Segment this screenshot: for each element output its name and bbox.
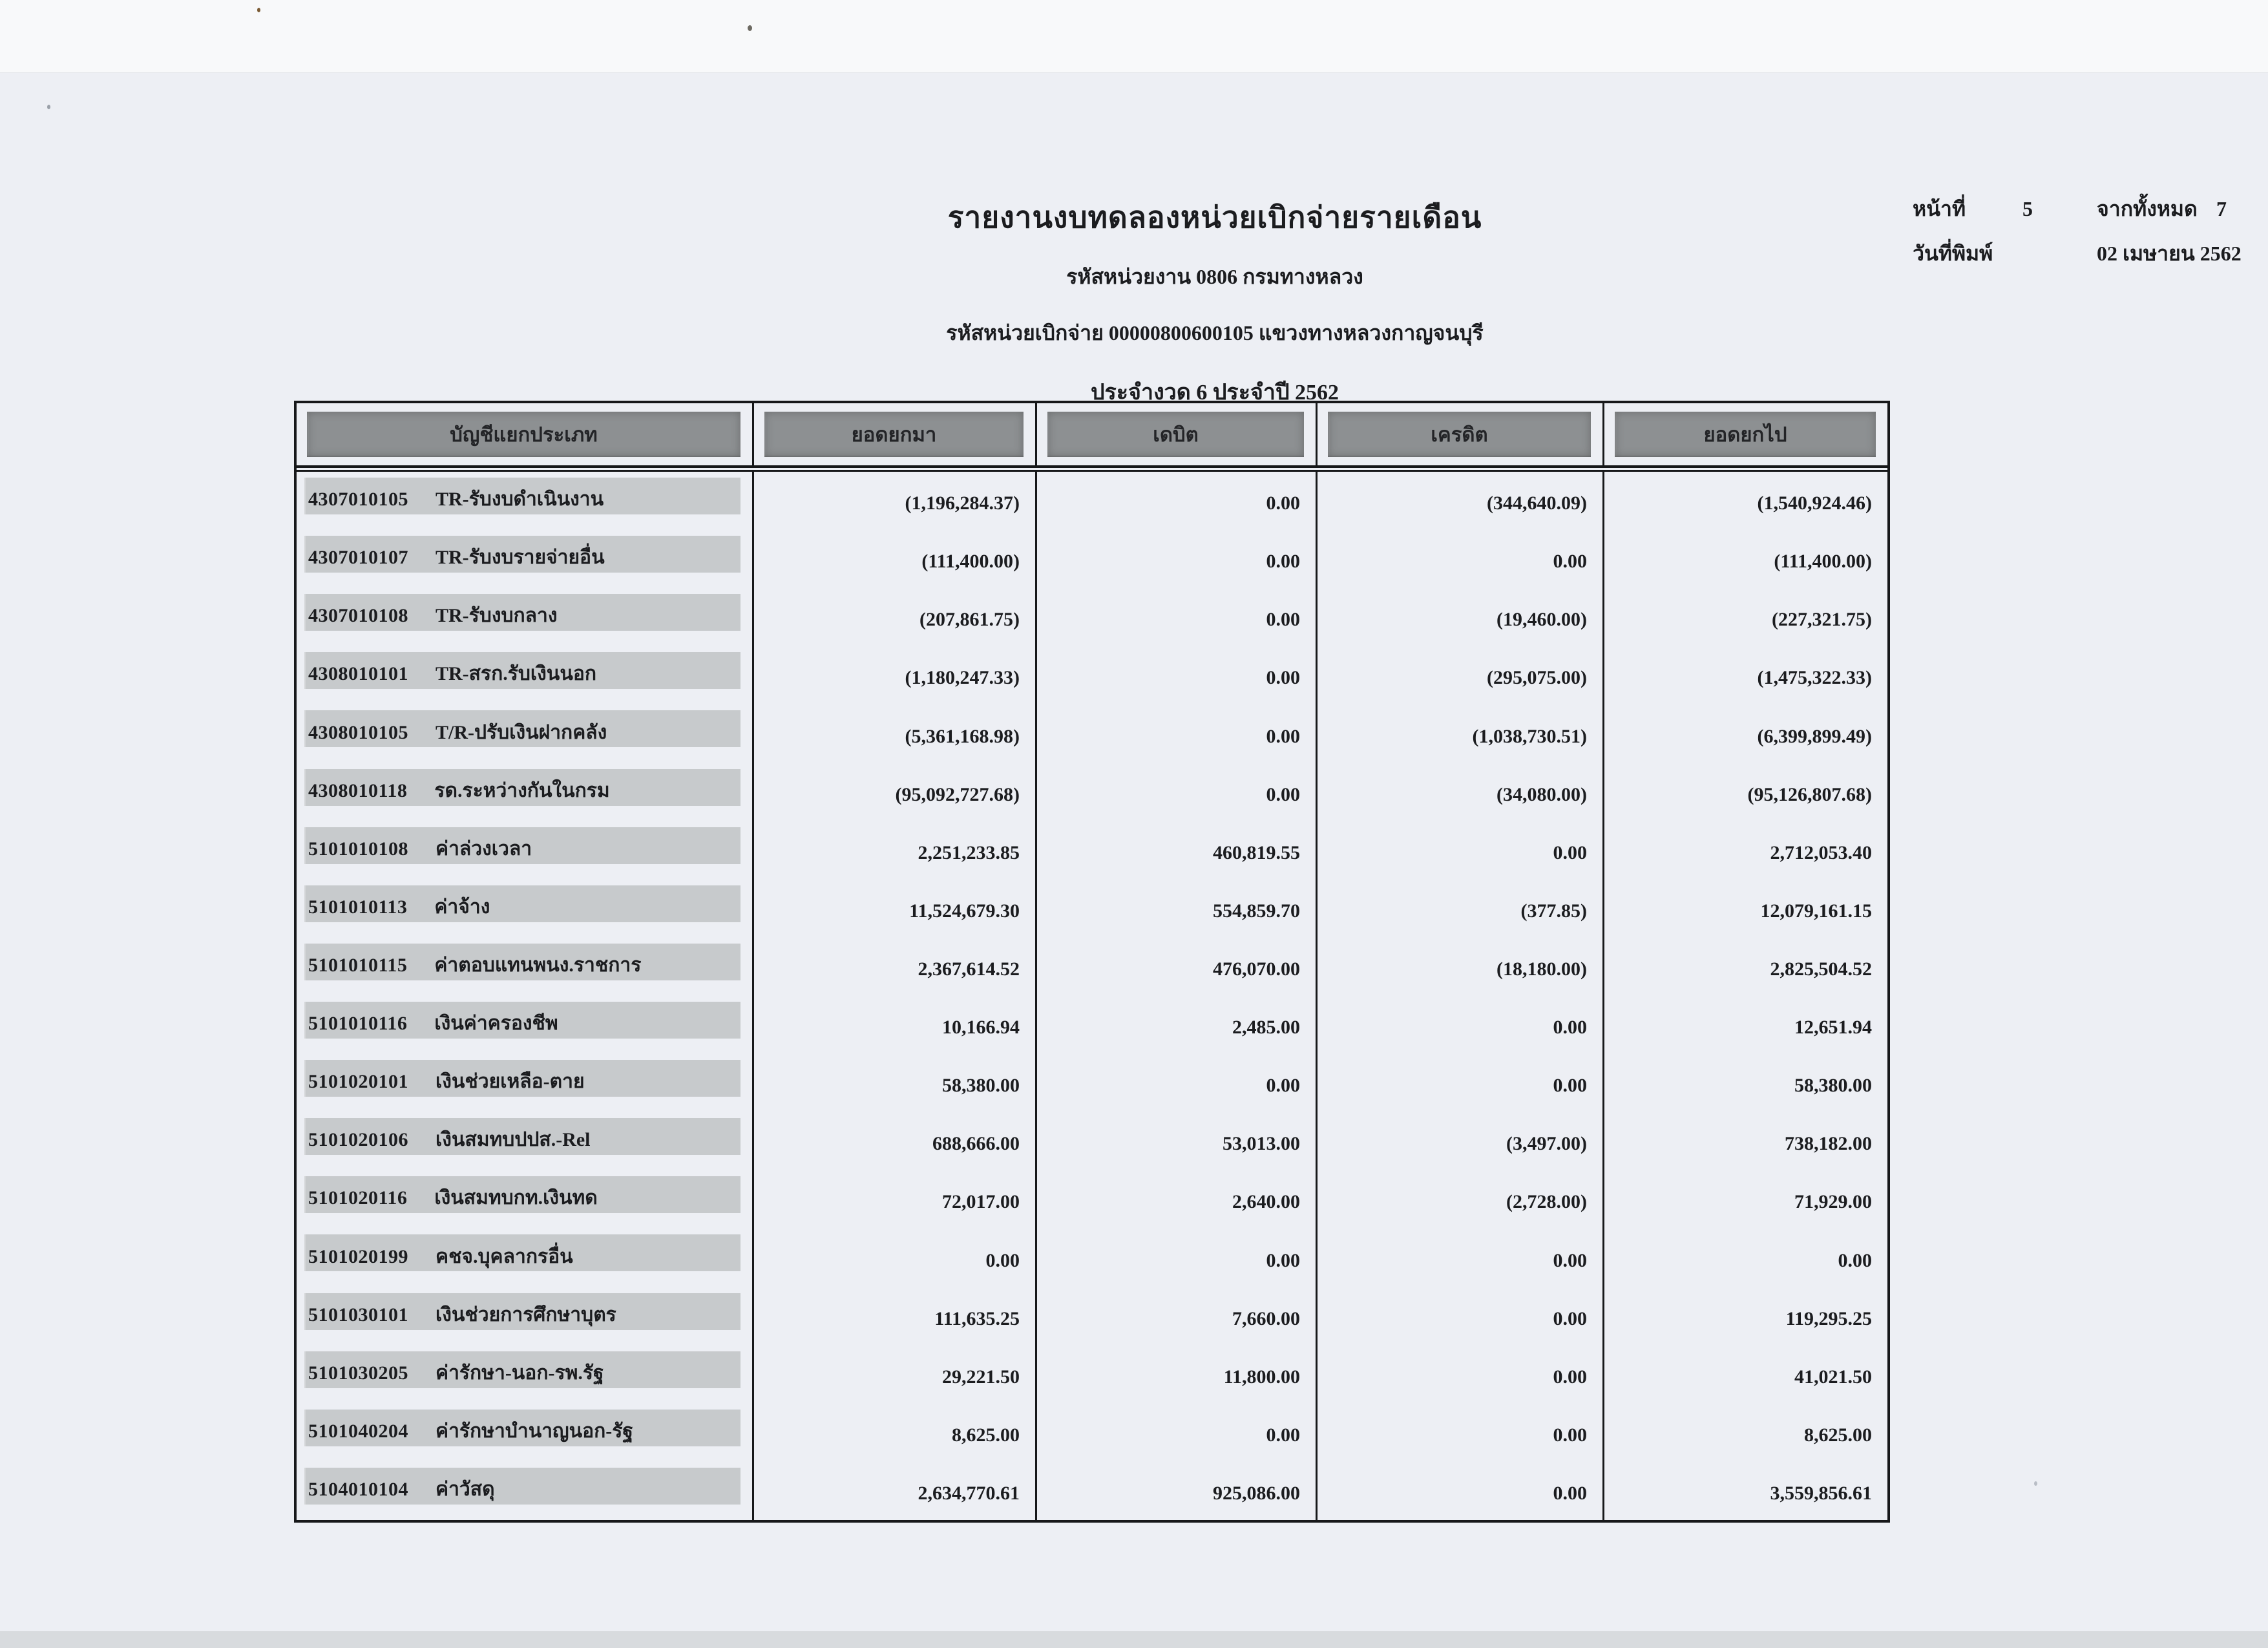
account-name: ค่าวัสดุ (436, 1479, 495, 1500)
account-cell (297, 1346, 754, 1404)
credit-cell: (377.85) (1318, 880, 1604, 938)
agency-code-line: รหัสหน่วยงาน 0806 กรมทางหลวง (1066, 265, 1363, 288)
credit-cell: (34,080.00) (1318, 763, 1604, 821)
table-header-row (297, 403, 1887, 465)
brought-forward-cell: 2,367,614.52 (754, 938, 1037, 996)
credit-cell: 0.00 (1318, 1404, 1604, 1462)
account-cell (297, 646, 754, 704)
account-name: เงินช่วยการศึกษาบุตร (436, 1304, 616, 1326)
credit-cell: 0.00 (1318, 821, 1604, 880)
print-date-row (1913, 237, 2242, 270)
debit-cell: 460,819.55 (1037, 821, 1318, 880)
account-cell (297, 1287, 754, 1346)
account-name: ค่ารักษาบำนาญนอก-รัฐ (436, 1420, 633, 1442)
carried-forward-cell: 58,380.00 (1794, 1075, 1872, 1097)
account-cell (297, 763, 754, 821)
account-code: 5101020116 (308, 1187, 408, 1209)
page-number-row (1913, 193, 2242, 226)
account-code: 5101010113 (308, 896, 408, 918)
account-cell (297, 821, 754, 880)
table-header-label: ยอดยกไป (1615, 412, 1876, 457)
table-header-cell (1318, 403, 1604, 465)
account-code: 5101030101 (308, 1304, 408, 1326)
account-name: รด.ระหว่างกันในกรม (434, 779, 610, 801)
carried-forward-cell: (227,321.75) (1772, 609, 1872, 631)
account-name: คชจ.บุคลากรอื่น (436, 1245, 573, 1267)
debit-cell: 2,485.00 (1037, 996, 1318, 1054)
account-cell (297, 938, 754, 996)
carried-forward-cell: 119,295.25 (1785, 1307, 1872, 1329)
table-header-cell (754, 403, 1037, 465)
carried-forward-cell: 2,712,053.40 (1770, 841, 1872, 863)
carried-forward-cell: 3,559,856.61 (1770, 1483, 1872, 1504)
account-code: 5104010104 (308, 1479, 408, 1500)
account-code: 4307010105 (308, 489, 408, 511)
carried-forward-cell: 738,182.00 (1785, 1133, 1872, 1155)
account-name: TR-สรก.รับเงินนอก (436, 663, 597, 685)
account-code: 4308010105 (308, 721, 408, 743)
brought-forward-cell: 10,166.94 (754, 996, 1037, 1054)
table-row (297, 472, 1887, 530)
table-row (297, 1462, 1887, 1520)
account-cell (297, 588, 754, 646)
account-name: TR-รับงบรายจ่ายอื่น (436, 547, 605, 569)
scan-bottom-band (0, 1631, 2268, 1648)
carried-forward-cell: 0.00 (1838, 1249, 1872, 1271)
carried-forward-cell: 41,021.50 (1794, 1366, 1872, 1388)
account-cell (297, 530, 754, 588)
account-name: เงินสมทบปปส.-Rel (436, 1129, 591, 1151)
account-code: 5101020199 (308, 1245, 408, 1267)
page-label: หน้าที่ (1913, 197, 1966, 220)
table-row (297, 1287, 1887, 1346)
brought-forward-cell: (1,180,247.33) (754, 646, 1037, 704)
account-code: 5101010115 (308, 955, 408, 976)
table-row (297, 1229, 1887, 1287)
carried-forward-cell: 12,079,161.15 (1760, 900, 1872, 922)
brought-forward-cell: 29,221.50 (754, 1346, 1037, 1404)
table-row (297, 821, 1887, 880)
account-name: TR-รับงบกลาง (436, 605, 558, 627)
account-cell (297, 1170, 754, 1229)
carried-forward-cell: 8,625.00 (1804, 1424, 1872, 1446)
debit-cell: 2,640.00 (1037, 1170, 1318, 1229)
debit-cell: 0.00 (1037, 530, 1318, 588)
table-row (297, 1170, 1887, 1229)
account-code: 5101020101 (308, 1071, 408, 1093)
brought-forward-cell: 2,251,233.85 (754, 821, 1037, 880)
carried-forward-cell: (1,475,322.33) (1757, 667, 1872, 689)
table-row (297, 646, 1887, 704)
table-row (297, 704, 1887, 763)
page-number: 5 (2022, 197, 2033, 220)
debit-cell: 0.00 (1037, 646, 1318, 704)
account-cell (297, 704, 754, 763)
debit-cell: 925,086.00 (1037, 1462, 1318, 1520)
print-date-label: วันที่พิมพ์ (1913, 242, 1993, 265)
debit-cell: 7,660.00 (1037, 1287, 1318, 1346)
brought-forward-cell: (207,861.75) (754, 588, 1037, 646)
carried-forward-cell: 2,825,504.52 (1770, 958, 1872, 980)
account-cell (297, 1462, 754, 1520)
carried-forward-cell: (1,540,924.46) (1757, 492, 1872, 514)
debit-cell: 0.00 (1037, 1229, 1318, 1287)
account-cell (297, 1054, 754, 1112)
table-row (297, 1404, 1887, 1462)
credit-cell: (2,728.00) (1318, 1170, 1604, 1229)
account-name: ค่าล่วงเวลา (436, 838, 532, 860)
account-code: 5101010108 (308, 838, 408, 860)
table-header-label: บัญชีแยกประเภท (307, 412, 740, 457)
credit-cell: (1,038,730.51) (1318, 704, 1604, 763)
credit-cell: (18,180.00) (1318, 938, 1604, 996)
account-code: 4307010107 (308, 547, 408, 569)
table-header-cell (1037, 403, 1318, 465)
period-line: ประจำงวด 6 ประจำปี 2562 (1090, 381, 1339, 405)
report-header (711, 194, 1719, 409)
debit-cell: 0.00 (1037, 763, 1318, 821)
page-info-block (1913, 193, 2242, 282)
debit-cell: 0.00 (1037, 588, 1318, 646)
account-code: 4308010101 (308, 663, 408, 685)
credit-cell: (344,640.09) (1318, 472, 1604, 530)
credit-cell: 0.00 (1318, 1229, 1604, 1287)
credit-cell: 0.00 (1318, 1346, 1604, 1404)
table-row (297, 880, 1887, 938)
account-name: เงินค่าครองชีพ (434, 1013, 558, 1035)
debit-cell: 0.00 (1037, 1404, 1318, 1462)
credit-cell: 0.00 (1318, 1054, 1604, 1112)
pages-total: 7 (2216, 197, 2227, 220)
table-row (297, 530, 1887, 588)
table-row (297, 588, 1887, 646)
account-cell (297, 996, 754, 1054)
carried-forward-cell: 12,651.94 (1794, 1017, 1872, 1039)
account-name: T/R-ปรับเงินฝากคลัง (436, 721, 607, 743)
credit-cell: 0.00 (1318, 996, 1604, 1054)
debit-cell: 53,013.00 (1037, 1112, 1318, 1170)
credit-cell: (295,075.00) (1318, 646, 1604, 704)
brought-forward-cell: 688,666.00 (754, 1112, 1037, 1170)
account-code: 4308010118 (308, 779, 408, 801)
brought-forward-cell: 8,625.00 (754, 1404, 1037, 1462)
carried-forward-cell: (111,400.00) (1774, 551, 1872, 573)
debit-cell: 0.00 (1037, 704, 1318, 763)
account-cell (297, 472, 754, 530)
debit-cell: 554,859.70 (1037, 880, 1318, 938)
brought-forward-cell: 11,524,679.30 (754, 880, 1037, 938)
credit-cell: 0.00 (1318, 1462, 1604, 1520)
trial-balance-table (294, 401, 1890, 1523)
debit-cell: 0.00 (1037, 472, 1318, 530)
carried-forward-cell: 71,929.00 (1794, 1191, 1872, 1213)
account-code: 5101030205 (308, 1362, 408, 1384)
brought-forward-cell: 58,380.00 (754, 1054, 1037, 1112)
brought-forward-cell: 72,017.00 (754, 1170, 1037, 1229)
account-cell (297, 880, 754, 938)
table-header-cell (297, 403, 754, 465)
account-name: ค่าตอบแทนพนง.ราชการ (434, 955, 642, 976)
table-header-label: เดบิต (1047, 412, 1304, 457)
account-name: เงินช่วยเหลือ-ตาย (436, 1071, 585, 1093)
brought-forward-cell: (1,196,284.37) (754, 472, 1037, 530)
account-name: ค่ารักษา-นอก-รพ.รัฐ (436, 1362, 604, 1384)
table-row (297, 996, 1887, 1054)
print-date: 02 เมษายน 2562 (2097, 242, 2242, 265)
pages-total-label: จากทั้งหมด (2097, 197, 2198, 220)
account-code: 4307010108 (308, 605, 408, 627)
debit-cell: 11,800.00 (1037, 1346, 1318, 1404)
account-code: 5101010116 (308, 1013, 408, 1035)
header-divider-double-line (297, 465, 1887, 472)
scan-top-band (0, 0, 2268, 73)
debit-cell: 0.00 (1037, 1054, 1318, 1112)
credit-cell: (3,497.00) (1318, 1112, 1604, 1170)
carried-forward-cell: (95,126,807.68) (1747, 783, 1872, 805)
table-body (297, 472, 1887, 1520)
account-cell (297, 1112, 754, 1170)
account-name: ค่าจ้าง (434, 896, 490, 918)
brought-forward-cell: 0.00 (754, 1229, 1037, 1287)
brought-forward-cell: 2,634,770.61 (754, 1462, 1037, 1520)
credit-cell: (19,460.00) (1318, 588, 1604, 646)
carried-forward-cell: (6,399,899.49) (1757, 725, 1872, 747)
account-cell (297, 1404, 754, 1462)
debit-cell: 476,070.00 (1037, 938, 1318, 996)
table-header-label: ยอดยกมา (764, 412, 1024, 457)
table-row (297, 938, 1887, 996)
account-cell (297, 1229, 754, 1287)
table-row (297, 1054, 1887, 1112)
report-title: รายงานงบทดลองหน่วยเบิกจ่ายรายเดือน (947, 201, 1482, 234)
account-code: 5101040204 (308, 1420, 408, 1442)
table-row (297, 1112, 1887, 1170)
brought-forward-cell: (5,361,168.98) (754, 704, 1037, 763)
table-row (297, 763, 1887, 821)
account-name: TR-รับงบดำเนินงาน (436, 489, 604, 511)
table-header-cell (1604, 403, 1887, 465)
scan-speck (257, 8, 260, 12)
table-header-label: เครดิต (1328, 412, 1591, 457)
credit-cell: 0.00 (1318, 530, 1604, 588)
credit-cell: 0.00 (1318, 1287, 1604, 1346)
brought-forward-cell: (95,092,727.68) (754, 763, 1037, 821)
table-row (297, 1346, 1887, 1404)
brought-forward-cell: (111,400.00) (754, 530, 1037, 588)
account-code: 5101020106 (308, 1129, 408, 1151)
brought-forward-cell: 111,635.25 (754, 1287, 1037, 1346)
disbursing-unit-line: รหัสหน่วยเบิกจ่าย 00000800600105 แขวงทางหลวงกาญจนบุรี (946, 321, 1484, 344)
account-name: เงินสมทบกท.เงินทด (434, 1187, 598, 1209)
